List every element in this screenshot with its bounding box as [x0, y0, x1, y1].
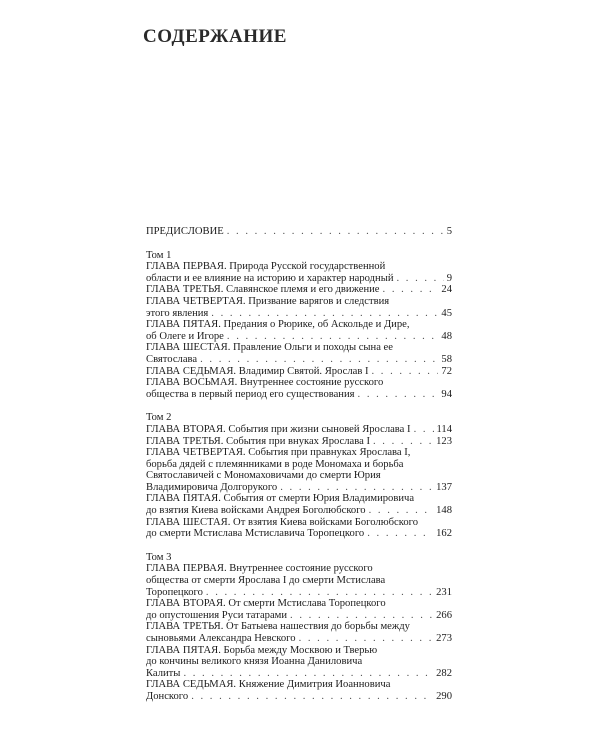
toc-page-number: 231 [436, 586, 452, 598]
toc-volume [146, 552, 452, 703]
toc-page-number: 24 [441, 284, 452, 296]
toc-page-number: 94 [441, 388, 452, 400]
toc-entry-text: ГЛАВА СЕДЬМАЯ. Княжение Димитрия Иоанновича [146, 679, 391, 691]
toc-entry[interactable] [146, 296, 452, 319]
toc-page-number: 123 [436, 435, 452, 447]
toc-entry-text: ГЛАВА ТРЕТЬЯ. События при внуках Ярослава I [146, 435, 370, 447]
toc-entry-text: ПРЕДИСЛОВИЕ [146, 226, 224, 237]
toc-page-number: 290 [436, 690, 452, 702]
toc-page-number: 114 [436, 423, 452, 435]
dot-leader [383, 284, 439, 296]
toc-volume [146, 250, 452, 401]
toc-entry-text: ГЛАВА ВОСЬМАЯ. Внутреннее состояние русского [146, 377, 384, 389]
toc-entry-text: Донского [146, 690, 189, 702]
dot-leader [206, 587, 433, 599]
toc-entry[interactable] [146, 424, 452, 436]
toc-entry[interactable] [146, 284, 452, 296]
toc-entry-text: Калиты [146, 667, 181, 679]
toc-entry[interactable] [146, 447, 452, 493]
volume-label: Том 3 [146, 551, 172, 563]
toc-entry-text: Святослава [146, 353, 198, 365]
page-title: СОДЕРЖАНИЕ [143, 26, 287, 47]
toc-entry-text: борьба дядей с племянниками в роде Мономаха и борьба [146, 458, 404, 470]
toc-entry[interactable] [146, 342, 452, 365]
toc-entry[interactable] [146, 598, 452, 621]
toc-entry-text: сыновьями Александра Невского [146, 633, 296, 644]
toc-entry-text: ГЛАВА ШЕСТАЯ. От взятия Киева войсками Боголюбского [146, 516, 419, 528]
dot-leader [373, 436, 433, 448]
dot-leader [369, 505, 434, 517]
toc-entry[interactable] [146, 517, 452, 540]
toc-page-number: 5 [446, 226, 452, 237]
toc-entry-text: ГЛАВА ШЕСТАЯ. Правление Ольги и походы сына ее [146, 342, 393, 354]
toc-entry-text: ГЛАВА ТРЕТЬЯ. Славянское племя и его движение [146, 284, 380, 296]
dot-leader [200, 354, 438, 366]
toc-entry[interactable] [146, 679, 452, 702]
toc-page-number: 58 [441, 353, 452, 365]
toc-entry[interactable] [146, 319, 452, 342]
dot-leader [191, 691, 433, 703]
dot-leader [299, 633, 434, 645]
toc-page-number: 273 [436, 633, 452, 644]
toc-entry-text: общества от смерти Ярослава I до смерти Мстислава [146, 575, 386, 587]
toc-page-number: 282 [436, 667, 452, 679]
toc-volume [146, 412, 452, 540]
toc-entry-text: общества в первый период его существования [146, 388, 355, 400]
table-of-contents [146, 226, 452, 715]
toc-page-number: 45 [441, 307, 452, 319]
dot-leader [227, 226, 444, 238]
volume-label: Том 2 [146, 412, 172, 424]
toc-entry[interactable] [146, 377, 452, 400]
volume-label: Том 1 [146, 249, 172, 261]
toc-entry-text: ГЛАВА ВТОРАЯ. События при жизни сыновей Ярослава I [146, 423, 411, 435]
toc-entry-text: до кончины великого князя Иоанна Даниловича [146, 656, 363, 668]
toc-page-number: 137 [436, 481, 452, 493]
toc-entry-text: Владимировича Долгорукого [146, 481, 278, 493]
toc-entry-text: Святославичей с Мономаховичами до смерти Юрия [146, 470, 381, 482]
toc-entry-text: ГЛАВА ПЯТАЯ. События от смерти Юрия Владимировича [146, 493, 415, 505]
toc-entry-text: этого явления [146, 307, 209, 319]
dot-leader [358, 389, 439, 401]
toc-page-number: 266 [436, 609, 452, 621]
toc-entry-text: области и ее влияние на историю и характер народный [146, 272, 394, 284]
dot-leader [372, 366, 439, 378]
dot-leader [290, 610, 433, 622]
toc-page-number: 162 [436, 528, 452, 540]
toc-entry-text: ГЛАВА ТРЕТЬЯ. От Батыева нашествия до борьбы между [146, 621, 410, 633]
toc-entry-preface[interactable] [146, 226, 452, 238]
toc-entry-text: об Олеге и Игоре [146, 330, 224, 342]
dot-leader [367, 528, 433, 540]
toc-page-number: 9 [446, 272, 452, 284]
toc-entry-text: ГЛАВА ЧЕТВЕРТАЯ. Призвание варягов и следствия [146, 295, 390, 307]
toc-page-number: 48 [441, 330, 452, 342]
toc-entry-text: ГЛАВА ВТОРАЯ. От смерти Мстислава Торопецкого [146, 598, 386, 610]
toc-entry[interactable] [146, 436, 452, 448]
toc-entry-text: до смерти Мстислава Мстиславича Торопецкого [146, 528, 365, 540]
toc-entry[interactable] [146, 261, 452, 284]
toc-entry-text: ГЛАВА ПЕРВАЯ. Внутреннее состояние русского [146, 563, 373, 575]
toc-entry[interactable] [146, 493, 452, 516]
toc-entry-text: до взятия Киева войсками Андрея Боголюбского [146, 505, 366, 517]
dot-leader [396, 273, 443, 285]
toc-entry-text: ГЛАВА ПЕРВАЯ. Природа Русской государственной [146, 261, 386, 273]
toc-entry-text: ГЛАВА ПЯТАЯ. Предания о Рюрике, об Аскольде и Дире, [146, 319, 410, 331]
dot-leader [280, 482, 433, 494]
dot-leader [414, 424, 434, 436]
dot-leader [183, 668, 433, 680]
toc-entry[interactable] [146, 621, 452, 644]
toc-entry-text: ГЛАВА ПЯТАЯ. Борьба между Москвою и Тверью [146, 644, 378, 656]
toc-page-number: 148 [436, 505, 452, 517]
dot-leader [227, 331, 439, 343]
toc-entry-text: ГЛАВА СЕДЬМАЯ. Владимир Святой. Ярослав I [146, 365, 369, 377]
toc-entry-text: до опустошения Руси татарами [146, 609, 288, 621]
dot-leader [211, 308, 438, 320]
toc-page-number: 72 [441, 365, 452, 377]
toc-entry[interactable] [146, 563, 452, 598]
toc-entry[interactable] [146, 645, 452, 680]
toc-entry-text: ГЛАВА ЧЕТВЕРТАЯ. События при правнуках Ярослава I, [146, 447, 411, 459]
toc-entry[interactable] [146, 366, 452, 378]
toc-entry-text: Торопецкого [146, 586, 203, 598]
